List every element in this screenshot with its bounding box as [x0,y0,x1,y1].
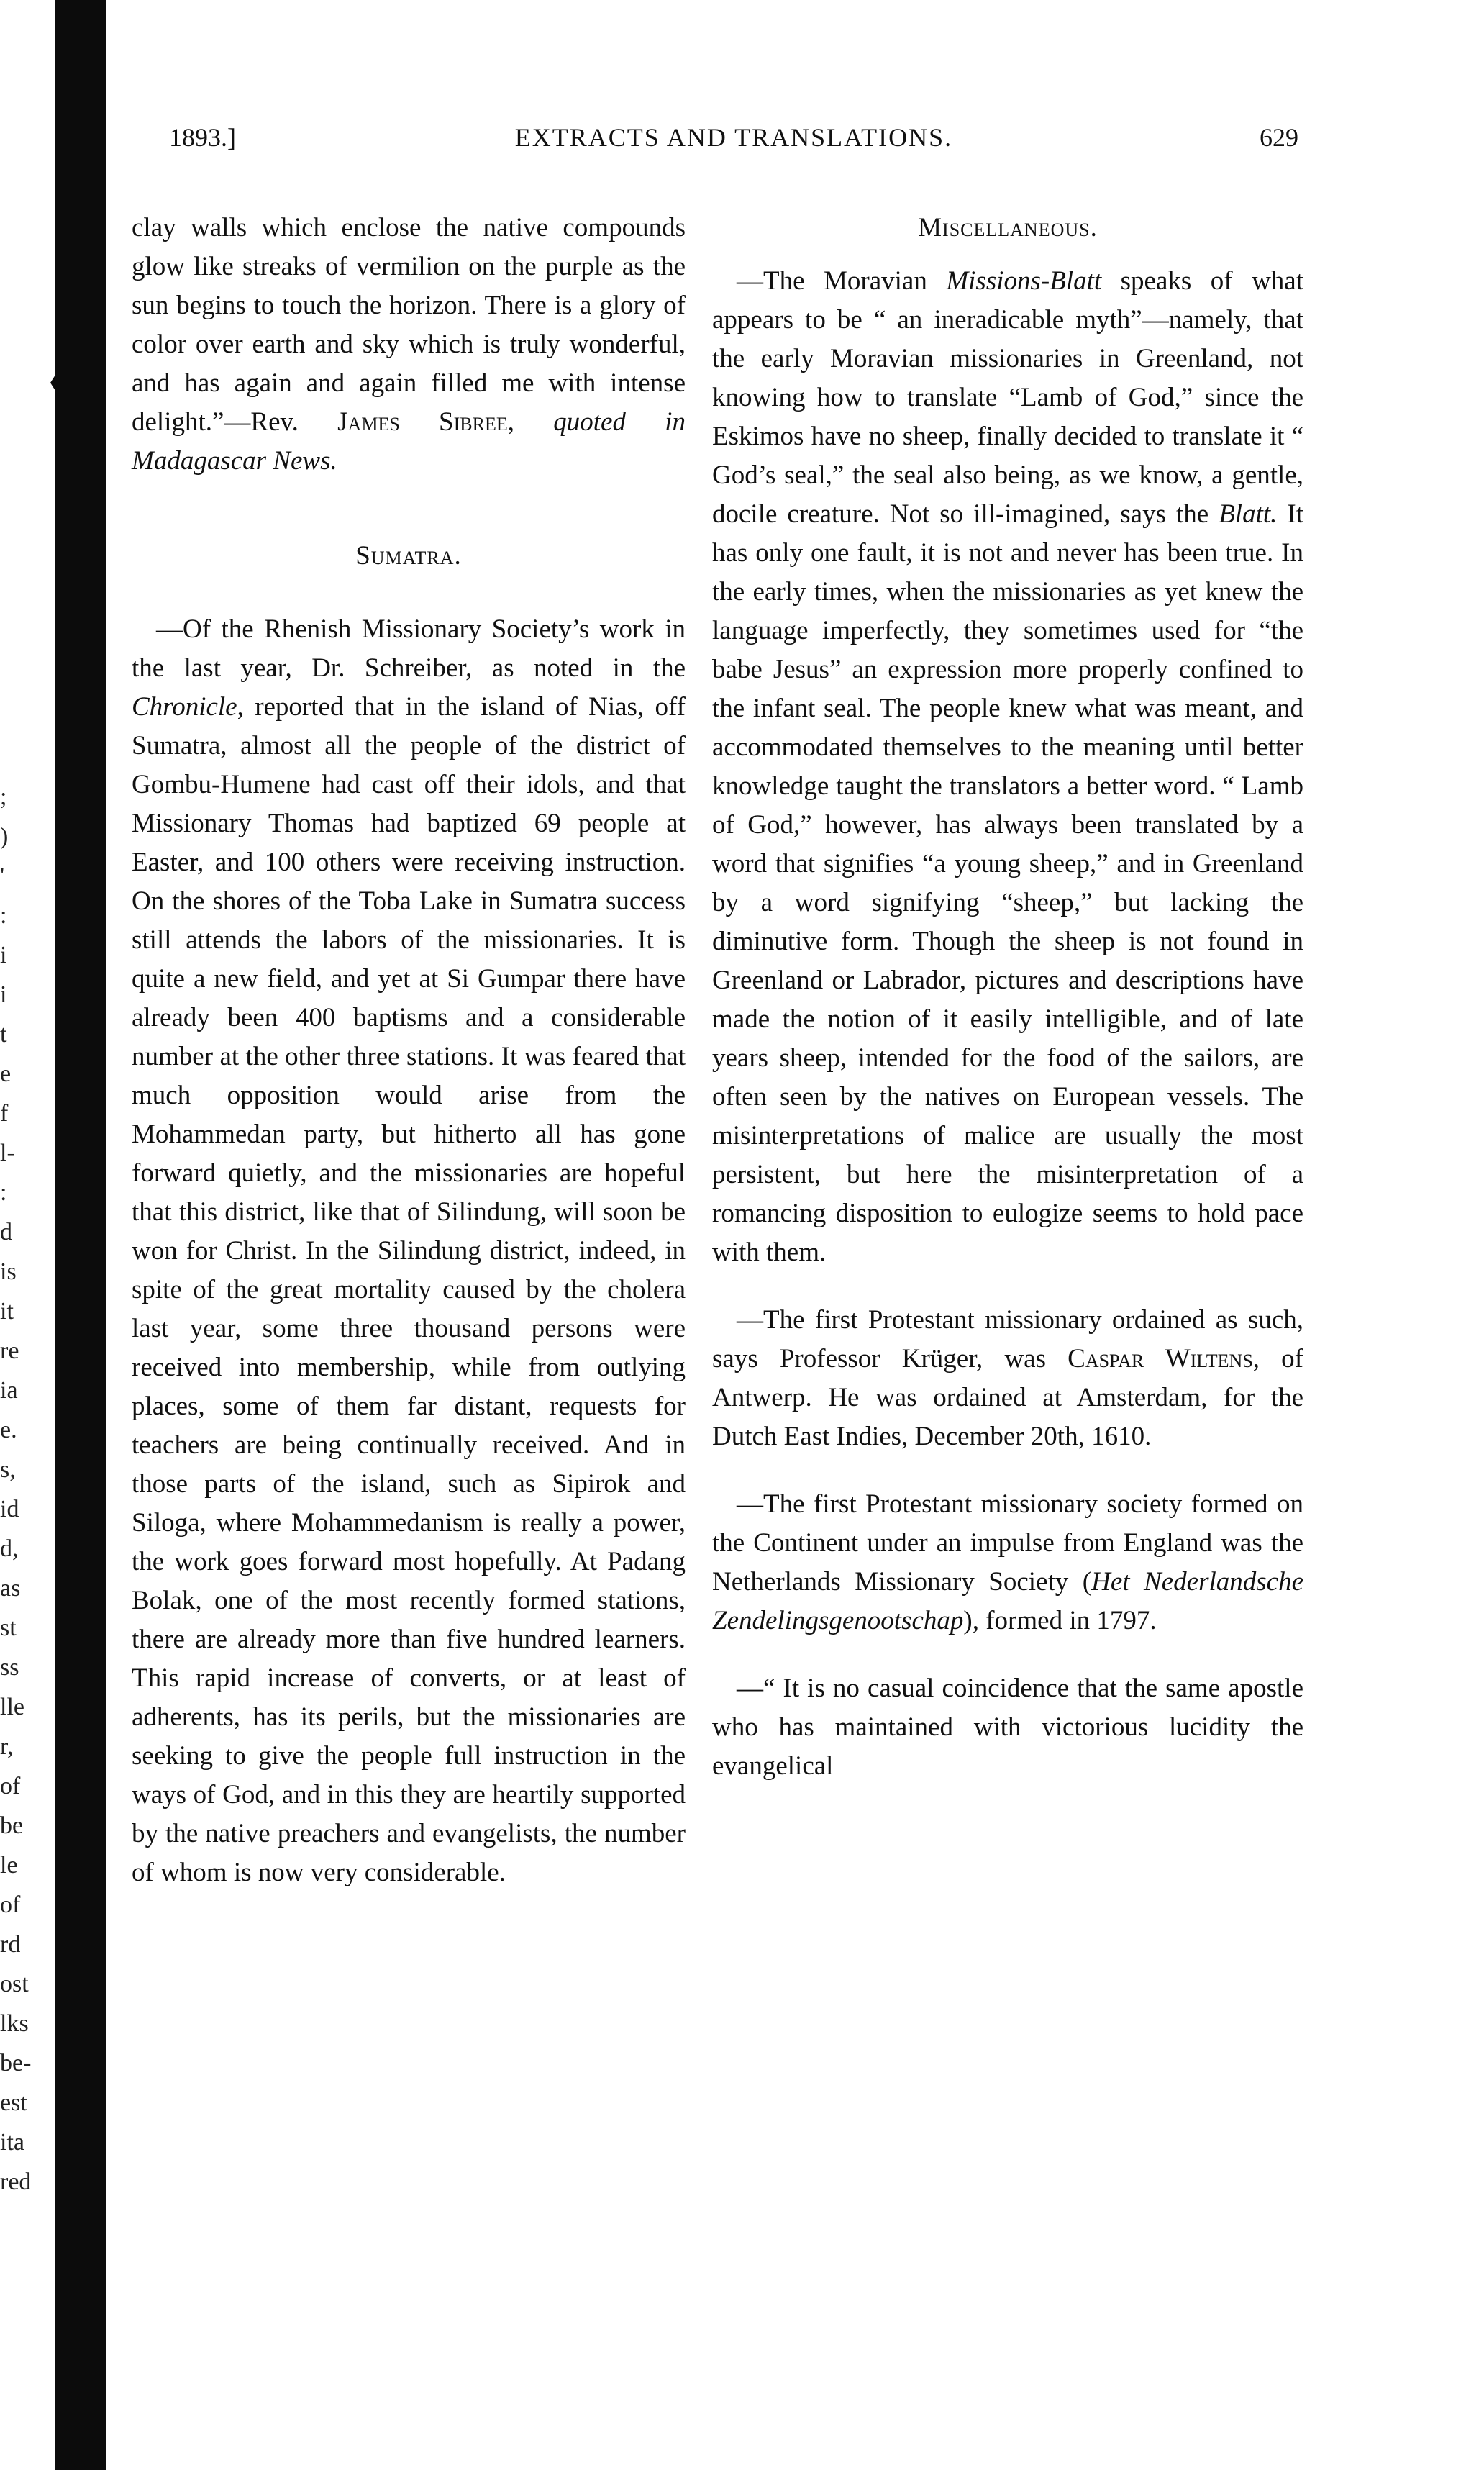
margin-fragment: f [0,1100,9,1127]
binding-shadow [55,0,106,2470]
author-name: James Sibree [337,407,508,437]
dutch-society-name: Het Nederlandsche Zendelingsgenootschap [712,1567,1303,1635]
margin-fragment: re [0,1338,19,1364]
binding-notch [50,367,60,399]
margin-fragment: be [0,1812,24,1839]
year-label: 1893.] [169,123,236,152]
heading-miscellaneous: Miscellaneous. [918,213,1098,242]
left-column [132,209,686,1892]
margin-fragment: ; [0,784,7,810]
margin-fragment: it [0,1298,14,1325]
margin-fragment: l- [0,1140,15,1166]
margin-fragment: ss [0,1654,19,1681]
facing-page-fragments [0,777,50,2202]
margin-fragment: d, [0,1535,19,1562]
margin-fragment: ita [0,2129,24,2156]
margin-fragment: s, [0,1456,16,1483]
sumatra-paragraph: —Of the Rhenish Missionary Society’s work in the last year, Dr. Schreiber, as noted in the Chronicle, reported that in the island of Nias, off Sumatra, almost all the people of the district of Gombu-Humene had cast off their idols, and that Missionary Thomas had baptized 69 people at Easter, and 100 others were receiving instruction. On the shores of the Toba Lake in Sumatra success still attends the labors of the missionaries. It is quite a new field, and yet at Si Gumpar there have already been 400 baptisms and a considerable number at the other three stations. It was feared that much opposition would arise from the Mohammedan party, but hitherto all has gone forward quietly, and the missionaries are hopeful that this district, like that of Silindung, will soon be won for Christ. In the Silindung district, indeed, in spite of the great mortality caused by the cholera last year, some three thousand persons were received into membership, while from outlying places, some of them far distant, requests for teachers are being continually received. And in those parts of the island, such as Sipirok and Siloga, where Mohammedanism is really a power, the work goes forward most hopefully. At Padang Bolak, one of the most recently formed stations, there are already more than five hundred learners. This rapid increase of converts, or at least of adherents, has its perils, but the missionaries are seeking to give the people full instruction in the ways of God, and in this they are heartily supported by the native preachers and evangelists, the number of whom is now very considerable. [132,614,686,1887]
margin-fragment: be- [0,2050,32,2076]
right-column [712,209,1303,1786]
margin-fragment: e. [0,1417,17,1443]
margin-fragment: : [0,902,7,929]
chronicle-title: Chronicle [132,692,237,722]
moravian-paragraph: —The Moravian Missions-Blatt speaks of what appears to be “ an ineradicable myth”—namely, that the early Moravian missionaries in Greenland, not knowing how to translate “Lamb of God,” since the Eskimos have no sheep, finally decided to translate it “ God’s seal,” the seal also being, as we know, a gentle, docile creature. Not so ill-imagined, says the Blatt. It has only one fault, it is not and never has been true. In the early times, when the missionaries as yet knew the language imperfectly, they sometimes used for “the babe Jesus” an expression more properly confined to the infant seal. The people knew what was meant, and accommodated themselves to the meaning until better knowledge taught the translators a better word. “ Lamb of God,” however, has always been translated by a word that signifies “a young sheep,” and in Greenland by a word signifying “sheep,” but lacking the diminutive form. Though the sheep is not found in Greenland or Labrador, pictures and descriptions have made the notion of it easily intelligible, and of late years sheep, intended for the food of the sailors, are often seen by the natives on European vessels. The misinterpretations of malice are usually the most persistent, but here the misinterpretation of a romancing disposition to eulogize seems to hold pace with them. [712,266,1303,1267]
margin-fragment: ia [0,1377,18,1404]
section-title: EXTRACTS AND TRANSLATIONS. [514,123,953,152]
margin-fragment: ost [0,1971,29,1997]
margin-fragment: lks [0,2010,29,2037]
running-head [169,122,1298,165]
margin-fragment: of [0,1892,21,1918]
source-citation: quoted in Madagascar News. [132,407,686,476]
margin-fragment: ) [0,823,9,850]
margin-fragment: rd [0,1931,21,1958]
margin-fragment: red [0,2169,32,2195]
margin-fragment: t [0,1021,7,1048]
blatt-title: Blatt. [1219,499,1278,529]
margin-fragment: st [0,1615,17,1641]
margin-fragment: le [0,1852,18,1879]
margin-fragment: i [0,981,7,1008]
margin-fragment: is [0,1258,17,1285]
margin-fragment: lle [0,1694,24,1720]
missionary-name: Caspar Wiltens [1068,1344,1253,1374]
margin-fragment: as [0,1575,21,1602]
margin-fragment: d [0,1219,12,1245]
margin-fragment: i [0,942,7,968]
madagascar-paragraph: clay walls which enclose the native compounds glow like streaks of vermilion on the purple as the sun begins to touch the horizon. There is a glory of color over earth and sky which is truly wonderful, and has again and again filled me with intense delight.”—Rev. James Sibree, quoted in Madagascar News. [132,213,686,476]
margin-fragment: id [0,1496,19,1522]
missionary-society-paragraph: —The first Protestant missionary society formed on the Continent under an impulse from England was the Netherlands Missionary Society (Het Nederlandsche Zendelingsgenootschap), formed in 1797. [712,1489,1303,1635]
margin-fragment: of [0,1773,21,1799]
page-number: 629 [1260,123,1298,152]
margin-fragment: e [0,1061,12,1087]
margin-fragment: ' [0,863,5,889]
heading-sumatra: Sumatra. [355,541,462,571]
apostle-paragraph: —“ It is no casual coincidence that the same apostle who has maintained with victorious lucidity the evangelical [712,1674,1303,1781]
margin-fragment: r, [0,1733,14,1760]
missions-blatt-title: Missions-Blatt [946,266,1102,296]
margin-fragment: est [0,2089,27,2116]
margin-fragment: : [0,1179,7,1206]
first-missionary-paragraph: —The first Protestant missionary ordained as such, says Professor Krüger, was Caspar Wiltens, of Antwerp. He was ordained at Amsterdam, for the Dutch East Indies, December 20th, 1610. [712,1305,1304,1451]
